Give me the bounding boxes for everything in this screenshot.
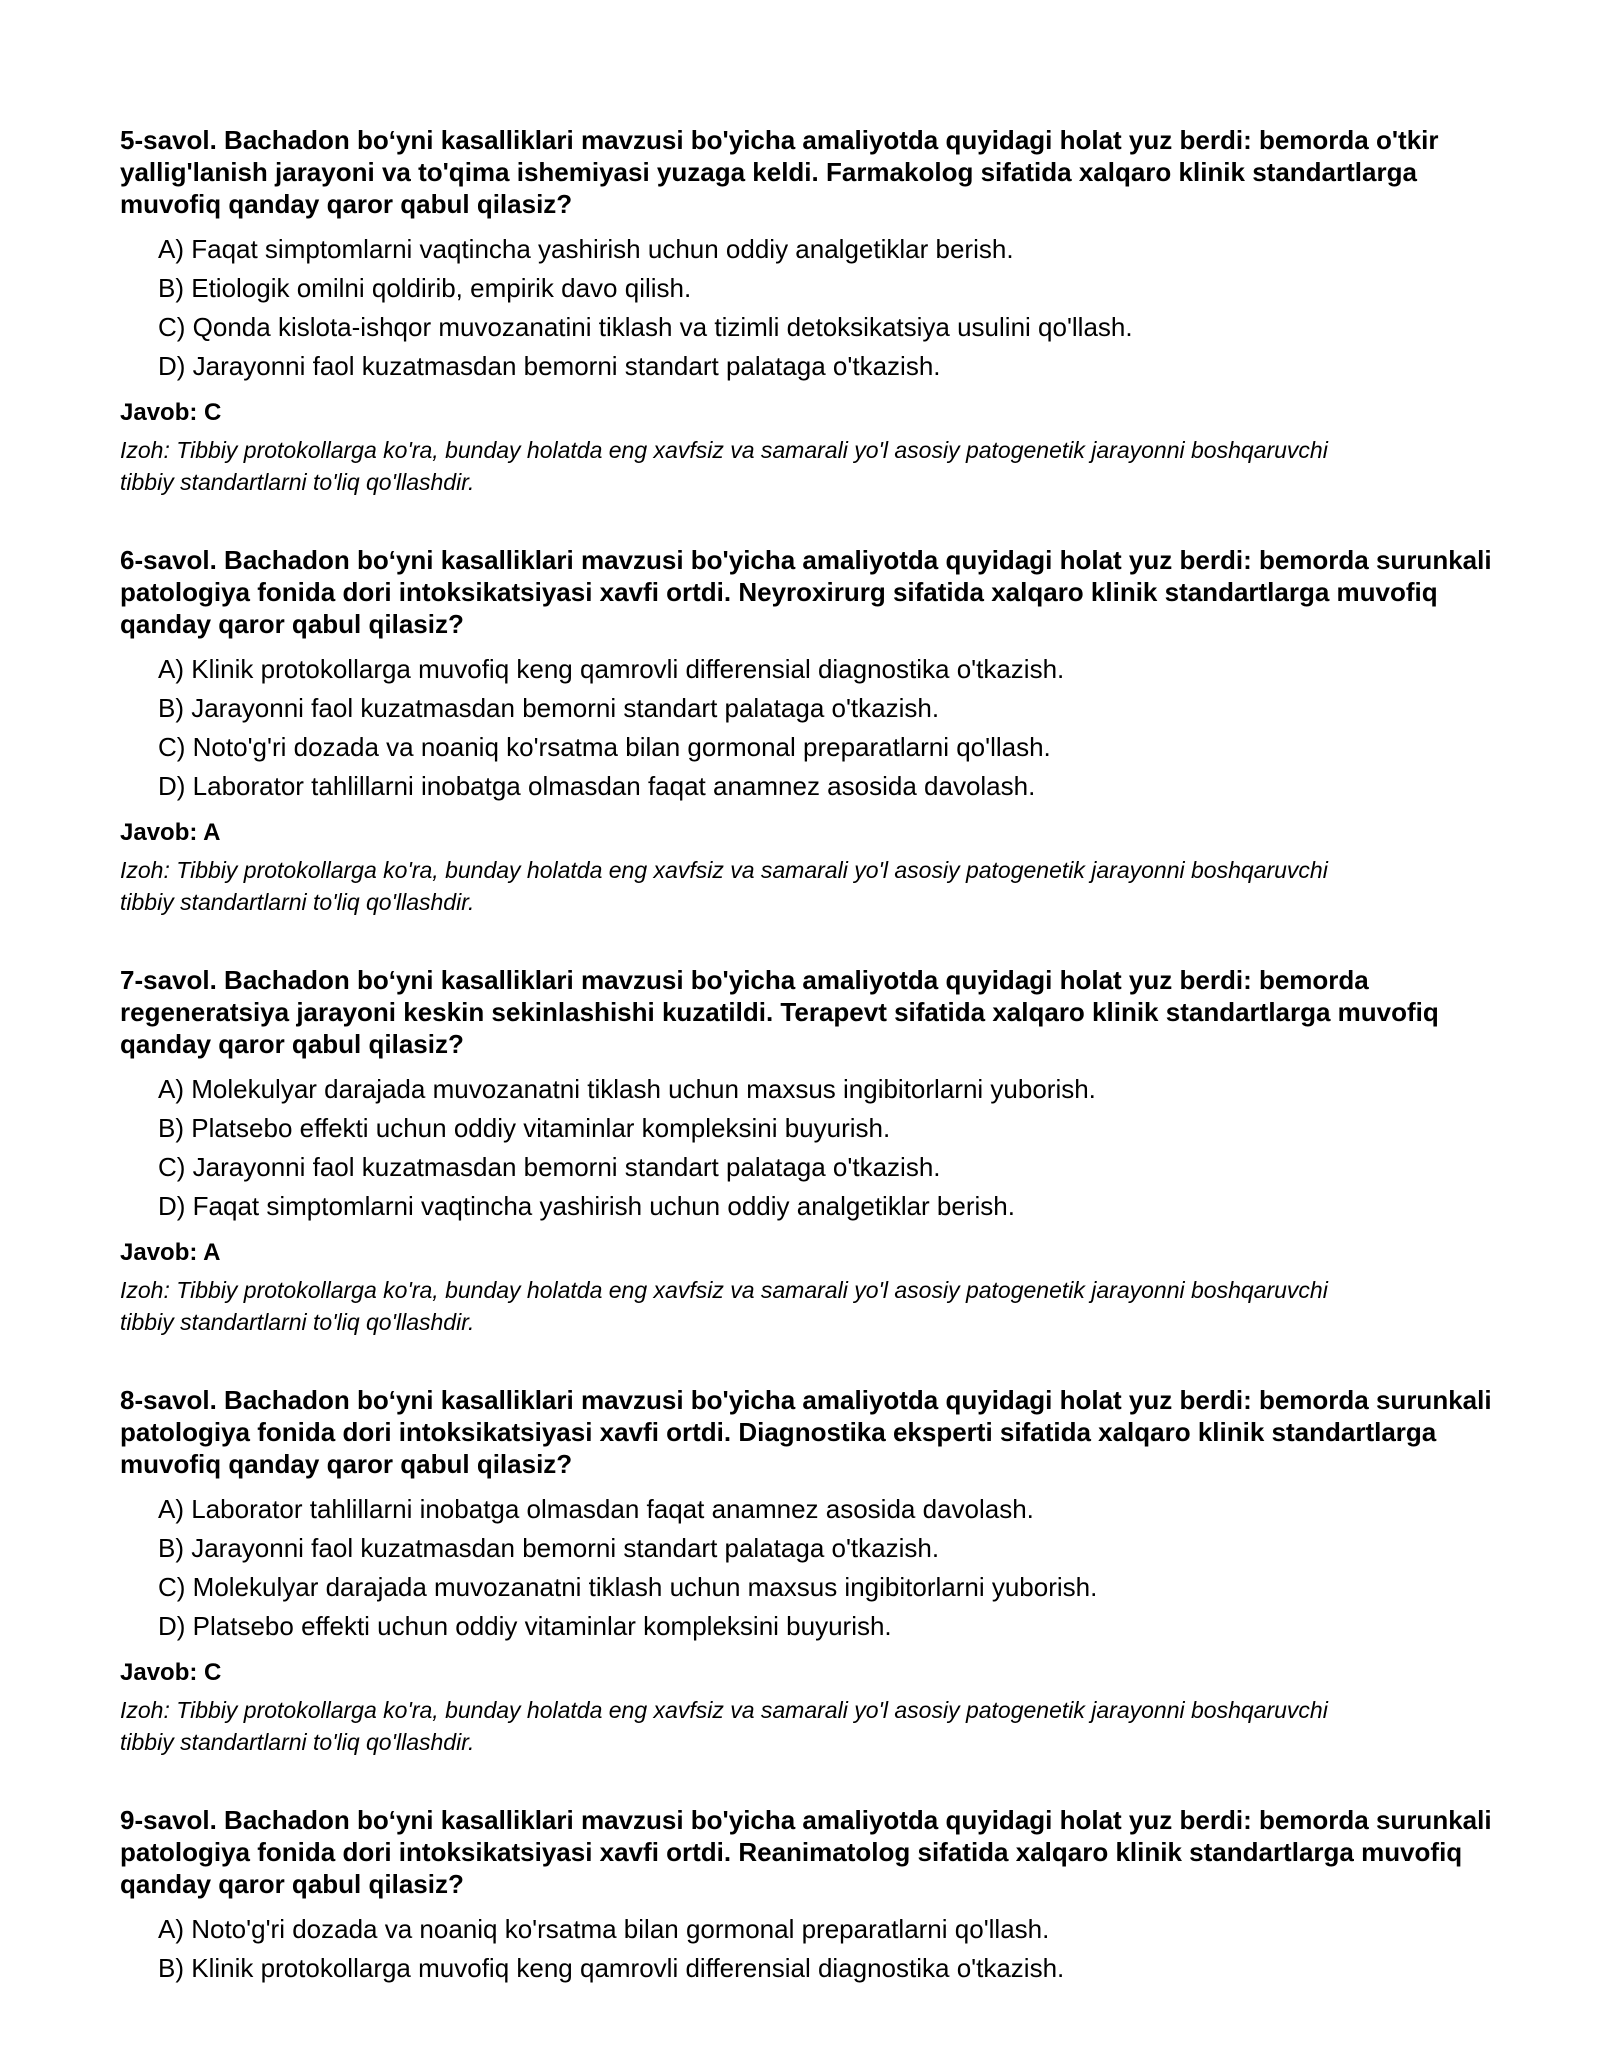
option-a: A) Laborator tahlillarni inobatga olmasdan faqat anamnez asosida davolash. <box>158 1494 1034 1524</box>
question-title: 6-savol. Bachadon bo‘yni kasalliklari mavzusi bo'yicha amaliyotda quyidagi holat yuz berdi: bemorda surunkali patologiya fonida dori intoksikatsiyasi xavfi ortdi. Neyroxirurg sifatida xalqaro klinik standartlarga muvofiq qanday qaror qabul qilasiz? <box>120 545 1492 639</box>
answer-label: Javob: A <box>120 819 221 846</box>
option-a: A) Molekulyar darajada muvozanatni tiklash uchun maxsus ingibitorlarni yuborish. <box>158 1074 1096 1104</box>
option-b: B) Etiologik omilni qoldirib, empirik davo qilish. <box>158 273 692 303</box>
option-list <box>120 1910 1500 1988</box>
explanation-text: Izoh: Tibbiy protokollarga ko'ra, bunday holatda eng xavfsiz va samarali yo'l asosiy patogenetik jarayonni boshqaruvchi tibbiy standartlarni to'liq qo'llashdir. <box>120 1277 1328 1335</box>
option-d: D) Laborator tahlillarni inobatga olmasdan faqat anamnez asosida davolash. <box>158 771 1036 801</box>
option-c: C) Molekulyar darajada muvozanatni tiklash uchun maxsus ingibitorlarni yuborish. <box>158 1572 1098 1602</box>
option-d: D) Faqat simptomlarni vaqtincha yashirish uchun oddiy analgetiklar berish. <box>158 1191 1015 1221</box>
option-a: A) Faqat simptomlarni vaqtincha yashirish uchun oddiy analgetiklar berish. <box>158 234 1014 264</box>
question-7 <box>120 964 1500 1338</box>
question-8 <box>120 1384 1500 1758</box>
question-title: 9-savol. Bachadon bo‘yni kasalliklari mavzusi bo'yicha amaliyotda quyidagi holat yuz berdi: bemorda surunkali patologiya fonida dori intoksikatsiyasi xavfi ortdi. Reanimatolog sifatida xalqaro klinik standartlarga muvofiq qanday qaror qabul qilasiz? <box>120 1805 1492 1899</box>
option-b: B) Jarayonni faol kuzatmasdan bemorni standart palataga o'tkazish. <box>158 693 940 723</box>
question-title: 7-savol. Bachadon bo‘yni kasalliklari mavzusi bo'yicha amaliyotda quyidagi holat yuz berdi: bemorda regeneratsiya jarayoni keskin sekinlashishi kuzatildi. Terapevt sifatida xalqaro klinik standartlarga muvofiq qanday qaror qabul qilasiz? <box>120 965 1439 1059</box>
option-c: C) Qonda kislota-ishqor muvozanatini tiklash va tizimli detoksikatsiya usulini qo'llash. <box>158 312 1133 342</box>
explanation-text: Izoh: Tibbiy protokollarga ko'ra, bunday holatda eng xavfsiz va samarali yo'l asosiy patogenetik jarayonni boshqaruvchi tibbiy standartlarni to'liq qo'llashdir. <box>120 857 1328 915</box>
explanation-text: Izoh: Tibbiy protokollarga ko'ra, bunday holatda eng xavfsiz va samarali yo'l asosiy patogenetik jarayonni boshqaruvchi tibbiy standartlarni to'liq qo'llashdir. <box>120 437 1328 495</box>
option-list <box>120 650 1500 806</box>
document-page <box>120 124 1500 2034</box>
option-d: D) Jarayonni faol kuzatmasdan bemorni standart palataga o'tkazish. <box>158 351 941 381</box>
option-b: B) Jarayonni faol kuzatmasdan bemorni standart palataga o'tkazish. <box>158 1533 940 1563</box>
option-c: C) Noto'g'ri dozada va noaniq ko'rsatma bilan gormonal preparatlarni qo'llash. <box>158 732 1051 762</box>
question-title: 8-savol. Bachadon bo‘yni kasalliklari mavzusi bo'yicha amaliyotda quyidagi holat yuz berdi: bemorda surunkali patologiya fonida dori intoksikatsiyasi xavfi ortdi. Diagnostika eksperti sifatida xalqaro klinik standartlarga muvofiq qanday qaror qabul qilasiz? <box>120 1385 1492 1479</box>
option-a: A) Klinik protokollarga muvofiq keng qamrovli differensial diagnostika o'tkazish. <box>158 654 1065 684</box>
option-a: A) Noto'g'ri dozada va noaniq ko'rsatma bilan gormonal preparatlarni qo'llash. <box>158 1914 1050 1944</box>
option-d: D) Platsebo effekti uchun oddiy vitaminlar kompleksini buyurish. <box>158 1611 892 1641</box>
option-c: C) Jarayonni faol kuzatmasdan bemorni standart palataga o'tkazish. <box>158 1152 941 1182</box>
answer-label: Javob: A <box>120 1239 221 1266</box>
option-b: B) Platsebo effekti uchun oddiy vitaminlar kompleksini buyurish. <box>158 1113 891 1143</box>
option-b: B) Klinik protokollarga muvofiq keng qamrovli differensial diagnostika o'tkazish. <box>158 1953 1065 1983</box>
question-9 <box>120 1804 1500 1988</box>
option-list <box>120 1490 1500 1646</box>
option-list <box>120 1070 1500 1226</box>
option-list <box>120 230 1500 386</box>
question-title: 5-savol. Bachadon bo‘yni kasalliklari mavzusi bo'yicha amaliyotda quyidagi holat yuz berdi: bemorda o'tkir yallig'lanish jarayoni va to'qima ishemiyasi yuzaga keldi. Farmakolog sifatida xalqaro klinik standartlarga muvofiq qanday qaror qabul qilasiz? <box>120 125 1439 219</box>
explanation-text: Izoh: Tibbiy protokollarga ko'ra, bunday holatda eng xavfsiz va samarali yo'l asosiy patogenetik jarayonni boshqaruvchi tibbiy standartlarni to'liq qo'llashdir. <box>120 1697 1328 1755</box>
answer-label: Javob: C <box>120 399 222 426</box>
answer-label: Javob: C <box>120 1659 222 1686</box>
question-5 <box>120 124 1500 498</box>
question-6 <box>120 544 1500 918</box>
